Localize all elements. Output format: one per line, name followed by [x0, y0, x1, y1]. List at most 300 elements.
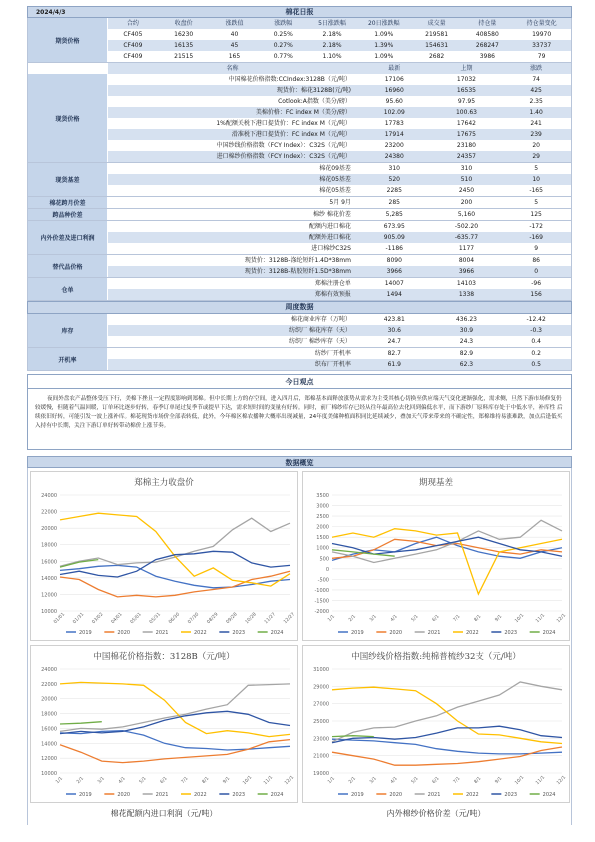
legend-label: 2021: [155, 792, 169, 798]
y-tick-label: 18000: [41, 711, 57, 718]
futures-cell: 19970: [532, 31, 552, 38]
x-tick-label: 11/1: [263, 775, 275, 787]
group-label: 内外价差及进口利润: [28, 221, 108, 254]
x-tick-label: 11/1: [535, 613, 547, 625]
futures-row: [108, 29, 571, 40]
data-group: [27, 278, 572, 300]
row-value: 3966: [458, 268, 475, 275]
x-tick-label: 9/1: [494, 776, 504, 786]
row-value: 102.09: [383, 109, 405, 116]
data-group: [27, 221, 572, 254]
y-tick-label: 12000: [41, 592, 57, 599]
row-value: 520: [388, 176, 400, 183]
x-tick-label: 11/27: [264, 612, 277, 626]
row-value: 24380: [384, 153, 404, 160]
x-tick-label: 7/1: [180, 776, 190, 786]
table-row: [108, 151, 571, 162]
futures-column-header: 收盘价: [174, 20, 193, 27]
futures-cell: 1.09%: [374, 53, 394, 60]
y-tick-label: 1500: [316, 535, 329, 542]
chart-svg: [30, 471, 298, 641]
row-value: -96: [531, 280, 542, 287]
spot-section: [27, 63, 572, 301]
y-tick-label: 24000: [41, 667, 57, 673]
table-row: [108, 221, 571, 232]
futures-cell: 154631: [425, 42, 449, 49]
row-value: 5,160: [457, 211, 476, 218]
y-tick-label: 2000: [316, 524, 329, 531]
row-value: 17783: [384, 120, 404, 127]
weekly-title: 周度数据: [285, 303, 314, 311]
chart-title: 期现基差: [418, 478, 454, 488]
x-tick-label: 09/28: [225, 612, 239, 626]
charts-section-title: 数据概览: [27, 456, 572, 468]
row-value: 24.7: [387, 338, 401, 345]
spot-column-header: 涨跌: [530, 65, 543, 72]
row-value: 23200: [384, 142, 404, 149]
row-value: 239: [530, 131, 542, 138]
futures-column-header: 20日涨跌幅: [367, 20, 400, 27]
chart-yarn-index: [302, 645, 570, 803]
row-value: 0.4: [531, 338, 541, 345]
table-row: [108, 314, 571, 325]
row-label: 进口棉纱价格指数（FCY Index）：C32S（元/吨）: [216, 153, 351, 160]
legend-label: 2020: [117, 792, 131, 798]
chart-svg: [302, 645, 570, 803]
table-row: [108, 118, 571, 129]
row-value: 24.3: [459, 338, 474, 345]
x-tick-label: 2/1: [76, 776, 85, 786]
row-label: 中国棉花价格指数:CCIndex:3128B（元/吨）: [228, 76, 351, 83]
x-tick-label: 01/31: [72, 612, 86, 626]
y-tick-label: 31000: [313, 667, 329, 673]
row-value: 10: [532, 176, 540, 183]
y-tick-label: 25000: [313, 719, 329, 725]
futures-column-header: 合约: [126, 20, 139, 27]
legend-label: 2019: [79, 630, 92, 636]
row-value: 16535: [456, 87, 476, 94]
futures-cell: 16230: [174, 31, 194, 38]
weekly-header: [27, 301, 572, 314]
table-row: [108, 197, 571, 208]
row-value: 2285: [386, 187, 402, 194]
report-header: [27, 6, 572, 18]
table-row: [108, 255, 571, 266]
data-group: [27, 314, 572, 347]
x-tick-label: 3/1: [97, 776, 106, 786]
row-value: -12.42: [526, 316, 546, 323]
x-tick-label: 11/1: [535, 775, 547, 787]
futures-cell: 2682: [428, 53, 445, 60]
legend-label: 2022: [194, 630, 207, 636]
y-tick-label: 500: [319, 556, 329, 563]
y-tick-label: -1500: [314, 598, 329, 605]
row-label: 配额内进口棉花: [308, 223, 351, 230]
futures-cell: 1.39%: [374, 42, 394, 49]
x-tick-label: 10/1: [514, 613, 526, 625]
row-label: 棉花05基差: [319, 187, 351, 194]
x-tick-label: 8/1: [201, 776, 211, 786]
row-value: 29: [532, 153, 540, 160]
row-value: 82.7: [387, 350, 401, 357]
y-tick-label: 14000: [41, 741, 57, 748]
x-tick-label: 12/1: [556, 775, 568, 787]
legend-label: 2020: [389, 630, 403, 636]
futures-column-header: 涨跌值: [225, 20, 244, 27]
row-label: 滑准税下港口提货价：FC index M（元/吨）: [231, 131, 351, 138]
futures-cell: CF409: [123, 53, 143, 60]
row-label: 进口棉纱C32S: [311, 245, 351, 252]
row-value: 100.63: [455, 109, 477, 116]
futures-cell: 165: [228, 53, 241, 60]
futures-cell: 21515: [174, 53, 194, 60]
data-group: [27, 197, 572, 208]
row-value: 0: [534, 268, 539, 275]
row-value: 16960: [384, 87, 404, 94]
x-tick-label: 08/29: [206, 612, 220, 626]
table-row: [108, 232, 571, 243]
legend-label: 2024: [270, 792, 284, 798]
x-tick-label: 4/1: [389, 614, 399, 624]
futures-cell: 2.18%: [322, 31, 342, 38]
x-tick-label: 3/1: [369, 614, 378, 624]
row-value: 0.5: [531, 361, 541, 368]
futures-column-header: 5日涨跌幅: [318, 20, 346, 27]
row-value: 2.35: [529, 98, 543, 105]
row-value: 125: [530, 211, 542, 218]
chart-svg: [30, 645, 298, 803]
x-tick-label: 6/1: [431, 776, 441, 786]
legend-label: 2024: [542, 630, 556, 636]
x-tick-label: 8/1: [473, 614, 483, 624]
today-view-title: 今日观点: [28, 375, 571, 389]
today-view-box: [27, 374, 572, 450]
row-value: 423.81: [383, 316, 405, 323]
table-row: [108, 185, 571, 196]
row-value: 17032: [456, 76, 476, 83]
row-value: 1.40: [529, 109, 543, 116]
row-value: 61.9: [387, 361, 401, 368]
legend-label: 2024: [270, 630, 284, 636]
row-value: 1338: [458, 291, 475, 298]
legend-label: 2023: [232, 630, 246, 636]
legend-label: 2024: [542, 792, 556, 798]
row-value: 905.09: [383, 234, 405, 241]
legend-label: 2021: [427, 792, 441, 798]
futures-column-header: 持仓量: [478, 20, 497, 27]
chart-zhengmian-close: [30, 471, 298, 641]
y-tick-label: 1000: [316, 545, 329, 552]
x-tick-label: 2/1: [348, 776, 357, 786]
bottom-chart-title-right: 内外棉纱价格价差（元/吨）: [386, 809, 486, 818]
y-tick-label: 22000: [41, 681, 57, 688]
row-value: 17914: [384, 131, 404, 138]
y-tick-label: 27000: [313, 701, 329, 708]
legend-label: 2019: [351, 630, 364, 636]
legend-label: 2022: [466, 792, 479, 798]
y-tick-label: 21000: [313, 753, 329, 760]
futures-cell: CF409: [123, 42, 143, 49]
spot-header-row: [108, 63, 571, 74]
row-value: 97.95: [457, 98, 476, 105]
x-tick-label: 2/1: [348, 614, 357, 624]
row-label: 郑棉注册仓单: [314, 280, 351, 287]
group-label: 现货价格: [28, 74, 108, 162]
chart-cotton-index: [30, 645, 298, 803]
row-value: 24357: [456, 153, 476, 160]
row-value: 74: [532, 76, 540, 83]
y-tick-label: 20000: [41, 696, 57, 703]
row-label: 纺织厂 棉纱库存（天）: [289, 338, 351, 345]
row-value: 5: [534, 165, 539, 172]
x-tick-label: 9/1: [222, 776, 232, 786]
row-value: 0.2: [531, 350, 541, 357]
y-tick-label: 12000: [41, 756, 57, 763]
futures-cell: 1.09%: [374, 31, 394, 38]
legend-label: 2019: [351, 792, 364, 798]
row-value: 30.6: [387, 327, 401, 334]
row-value: 86: [532, 257, 540, 264]
futures-cell: 33737: [532, 42, 552, 49]
futures-column-header: 持仓量变化: [526, 20, 557, 27]
row-value: -165: [529, 187, 543, 194]
x-tick-label: 4/1: [117, 776, 127, 786]
row-label: Cotlook:A指数（美分/磅）: [278, 98, 351, 105]
row-value: 20: [532, 142, 540, 149]
spot-column-header: 最新: [388, 65, 401, 72]
y-tick-label: 23000: [313, 736, 329, 743]
row-value: 95.60: [385, 98, 403, 105]
x-tick-label: 03/02: [91, 612, 105, 626]
chart-title: 中国棉花价格指数：3128B（元/吨）: [93, 652, 235, 662]
x-tick-label: 06/30: [168, 612, 182, 626]
futures-column-header: 成交量: [427, 20, 446, 27]
bottom-chart-title-left: 棉花配额内进口利润（元/吨）: [110, 809, 218, 818]
y-tick-label: 24000: [41, 493, 57, 499]
table-row: [108, 336, 571, 347]
x-tick-label: 7/1: [452, 614, 462, 624]
table-row: [108, 107, 571, 118]
row-value: 285: [388, 199, 400, 206]
y-tick-label: 3500: [316, 493, 329, 499]
x-tick-label: 05/01: [129, 612, 143, 626]
x-tick-label: 12/27: [283, 612, 297, 626]
futures-cell: 3986: [479, 53, 495, 60]
row-label: 5月 9月: [329, 199, 351, 206]
group-label: 现货基差: [28, 163, 108, 196]
x-tick-label: 12/1: [556, 613, 568, 625]
row-value: 8004: [458, 257, 475, 264]
y-tick-label: 10000: [41, 771, 57, 777]
row-value: -1186: [385, 245, 403, 252]
table-row: [108, 289, 571, 300]
y-tick-label: -1000: [314, 587, 329, 594]
table-row: [108, 243, 571, 254]
data-group: [27, 163, 572, 196]
group-label: 棉花跨月价差: [28, 197, 108, 208]
futures-cell: 0.25%: [273, 31, 293, 38]
row-value: 3966: [386, 268, 402, 275]
row-value: 1177: [458, 245, 475, 252]
table-row: [108, 163, 571, 174]
row-label: 棉花商业库存（万吨）: [290, 316, 351, 323]
row-value: 425: [530, 87, 542, 94]
table-row: [108, 348, 571, 359]
table-row: [108, 85, 571, 96]
x-tick-label: 1/1: [327, 614, 337, 624]
row-label: 配额外进口棉花: [308, 234, 351, 241]
row-value: 310: [388, 165, 400, 172]
row-value: -502.20: [454, 223, 479, 230]
futures-header-row: [108, 18, 571, 29]
y-tick-label: 14000: [41, 575, 57, 582]
row-label: 美棉价格：FC index M（美分/磅）: [255, 109, 351, 116]
table-row: [108, 140, 571, 151]
y-tick-label: 22000: [41, 509, 57, 516]
x-tick-label: 8/1: [473, 776, 483, 786]
table-row: [108, 174, 571, 185]
y-tick-label: 16000: [41, 559, 57, 566]
x-tick-label: 12/1: [284, 775, 296, 787]
row-label: 棉花09基差: [319, 165, 351, 172]
x-tick-label: 10/28: [244, 612, 258, 626]
y-tick-label: -2000: [314, 609, 329, 615]
row-value: 17106: [384, 76, 404, 83]
futures-cell: 0.27%: [273, 42, 293, 49]
row-value: 8090: [386, 257, 402, 264]
x-tick-label: 01/01: [53, 612, 67, 626]
row-value: 436.23: [455, 316, 477, 323]
row-value: -0.3: [530, 327, 542, 334]
y-tick-label: 29000: [313, 684, 329, 691]
x-tick-label: 07/30: [187, 612, 201, 626]
row-value: 2450: [458, 187, 475, 194]
group-label: 仓单: [28, 278, 108, 300]
futures-cell: 45: [230, 42, 239, 49]
y-tick-label: 3000: [316, 503, 329, 510]
futures-cell: 79: [537, 53, 546, 60]
report-title: 棉花日报: [285, 7, 314, 16]
data-group: [27, 255, 572, 277]
row-label: 棉花05基差: [319, 176, 351, 183]
futures-cell: 16135: [174, 42, 194, 49]
weekly-section: [27, 314, 572, 371]
chart-svg: [302, 471, 570, 641]
futures-cell: 408580: [475, 31, 499, 38]
row-value: -172: [529, 223, 543, 230]
row-value: 17675: [456, 131, 476, 138]
row-label: 现货价：3128B-粘胶短纤1.5D*38mm: [244, 268, 351, 275]
y-tick-label: 20000: [41, 526, 57, 533]
futures-row: [108, 51, 571, 62]
x-tick-label: 1/1: [327, 776, 337, 786]
spot-column-header: 上期: [460, 65, 473, 72]
row-value: 1494: [386, 291, 402, 298]
table-row: [108, 325, 571, 336]
y-tick-label: 16000: [41, 726, 57, 733]
x-tick-label: 7/1: [452, 776, 462, 786]
row-value: 14103: [456, 280, 476, 287]
chart-basis: [302, 471, 570, 641]
legend-label: 2021: [155, 630, 169, 636]
y-tick-label: 18000: [41, 542, 57, 549]
futures-cell: 1.10%: [322, 53, 342, 60]
x-tick-label: 05/31: [149, 612, 162, 626]
futures-cell: 219581: [425, 31, 449, 38]
legend-label: 2019: [79, 792, 92, 798]
row-label: 纺织厂 棉花库存（天）: [289, 327, 351, 334]
table-row: [108, 96, 571, 107]
x-tick-label: 5/1: [410, 776, 420, 786]
row-value: 673.95: [383, 223, 405, 230]
row-value: 62.3: [459, 361, 474, 368]
row-value: -169: [529, 234, 543, 241]
x-tick-label: 3/1: [369, 776, 378, 786]
group-label: 替代品价格: [28, 255, 108, 277]
x-tick-label: 5/1: [138, 776, 148, 786]
x-tick-label: 9/1: [494, 614, 504, 624]
row-value: 14007: [384, 280, 404, 287]
x-tick-label: 6/1: [431, 614, 441, 624]
y-tick-label: -500: [317, 577, 329, 584]
x-tick-label: 6/1: [159, 776, 169, 786]
legend-label: 2020: [389, 792, 403, 798]
row-value: 156: [530, 291, 542, 298]
futures-cell: 40: [230, 31, 239, 38]
legend-label: 2023: [232, 792, 246, 798]
row-value: 310: [460, 165, 473, 172]
row-value: 23180: [456, 142, 476, 149]
row-value: 30.9: [459, 327, 474, 334]
legend-label: 2021: [427, 630, 441, 636]
table-row: [108, 209, 571, 220]
table-row: [108, 74, 571, 85]
legend-label: 2022: [194, 792, 207, 798]
row-value: 82.9: [459, 350, 474, 357]
futures-section: [27, 18, 572, 62]
row-value: -635.77: [454, 234, 479, 241]
futures-cell: 268247: [475, 42, 499, 49]
x-tick-label: 10/1: [242, 775, 254, 787]
y-tick-label: 10000: [41, 609, 57, 615]
row-label: 现货价：棉花3128B(元/吨): [276, 87, 351, 94]
table-row: [108, 359, 571, 370]
row-label: 棉纱 棉花价差: [313, 211, 351, 218]
row-value: 17642: [456, 120, 476, 127]
today-view-text: 夜间外盘农产品整体受压下行，美棉下挫且一定程度影响到郑棉。但中长期上方的存空间，进入四月后，郑棉基本面释放涨势从需求为主受其核心切换至供应端天气变化逐渐强化，需求侧，旦然下游市场修复仍较缓慢，但随着气温回暖，订单环比逐步好转，春季订单尾过复季节或提早下达，需求短时间的变量有好转。同时，前厂棉纱库存已经从往年最高位去化回到偏低水平，而下游纱厂原料库存处于中低水平，补库性 后续依旧好转，可能引发一波上涨补库。棉花现货市场价全部表转低，此外，今年棉区棉农播种大概率出现减量，24年度美储种植面积同比延续减少，叠加天气带来带来的不确定性，郑棉维持易涨难跌，加点后逢低买入持有中长期，关注下游订单好转带动棉价上涨节奏。: [35, 396, 563, 429]
futures-cell: 0.77%: [273, 53, 293, 60]
legend-label: 2022: [466, 630, 479, 636]
x-tick-label: 04/01: [110, 612, 124, 626]
row-label: 1%配额关税下港口提货价：FC index M（元/吨）: [216, 120, 351, 127]
x-tick-label: 10/1: [514, 775, 526, 787]
report-date: 2024/4/3: [36, 8, 66, 16]
legend-label: 2020: [117, 630, 131, 636]
x-tick-label: 5/1: [410, 614, 420, 624]
row-label: 现货价：3128B-涤纶短纤1.4D*38mm: [244, 257, 351, 264]
table-row: [108, 129, 571, 140]
row-value: 241: [530, 120, 542, 127]
x-tick-label: 4/1: [389, 776, 399, 786]
futures-cell: 2.18%: [322, 42, 342, 49]
table-row: [108, 278, 571, 289]
y-tick-label: 2500: [316, 514, 329, 521]
data-group: [27, 209, 572, 220]
row-label: 中国纱线价格指数（FCY Index）：C32S（元/吨）: [216, 142, 351, 149]
table-row: [108, 266, 571, 277]
row-value: 9: [534, 245, 539, 252]
row-label: 郑棉有效预报: [314, 291, 351, 298]
